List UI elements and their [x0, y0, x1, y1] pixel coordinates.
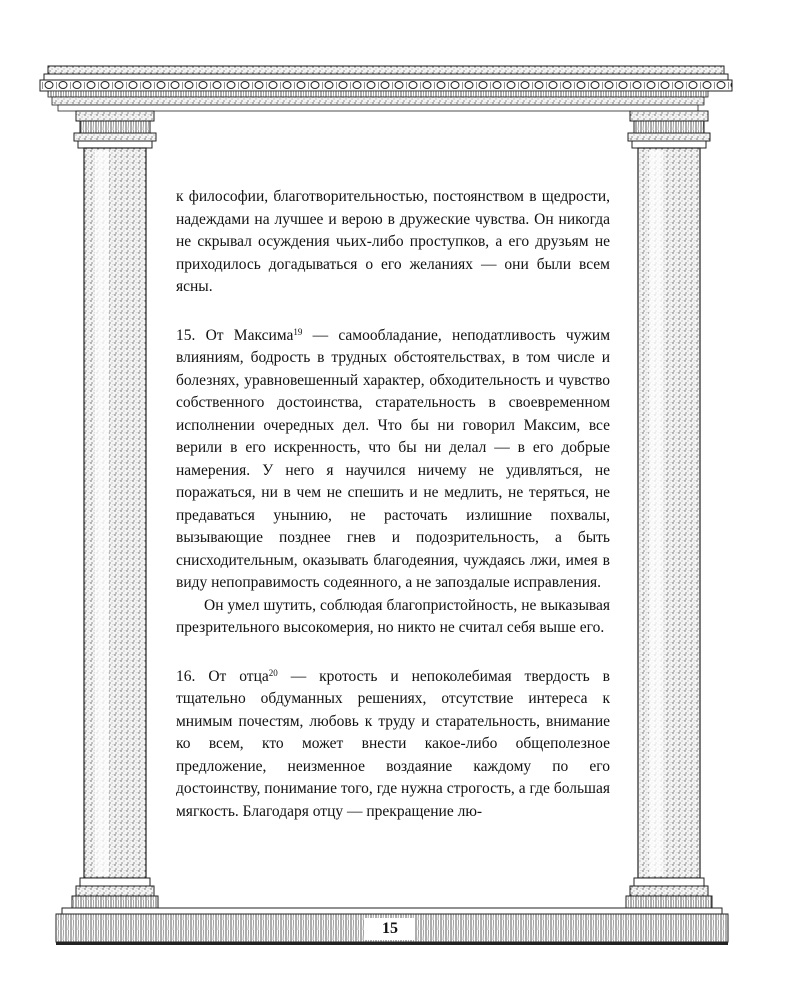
paragraph-16 — [176, 666, 610, 824]
page-body — [176, 186, 610, 823]
section-number: 15. — [176, 326, 196, 344]
section-lead: От отца — [208, 667, 269, 685]
footnote-marker: 20 — [268, 667, 278, 678]
section-lead: От Максима — [205, 326, 294, 344]
paragraph-text: — кротость и непоколебимая твердость в тщательно обдуманных решениях, отсутствие интереса к мнимым почестям, любовь к труду и старательность, внимание ко всем, кто может внести какое-либо общеполезное предложение, неизменное воздаяние каждому по его достоинству, понимание того, где нужна строгость, а где большая мягкость. Благодаря отцу — прекращение лю- — [176, 667, 610, 820]
footnote-marker: 19 — [293, 326, 303, 337]
entablature — [40, 66, 732, 111]
paragraph-15-continued — [176, 595, 610, 640]
page-number: 15 — [365, 918, 415, 940]
left-column — [72, 111, 158, 908]
paragraph-continuation — [176, 186, 610, 299]
paragraph-15 — [176, 325, 610, 595]
section-number: 16. — [176, 667, 196, 685]
paragraph-text: к философии, благотворительностью, постоянством в щедрости, надеждами на лучшее и верою в дружеские чувства. Он никогда не скрывал осуждения чьих-либо проступков, а его друзьям не приходилось догадываться о его желаниях — они были всем ясны. — [176, 188, 610, 295]
paragraph-text: — самообладание, неподатливость чужим влияниям, бодрость в трудных обстоятельствах, в том числе и болезнях, уравновешенный характер, обходительность и чувство собственного достоинства, старательность в своевременном исполнении очередных дел. Что бы ни говорил Максим, все верили в его искренность, что бы ни делал — в его добрые намерения. У него я научился ничему не удивляться, не поражаться, ни в чем не спешить и не медлить, не теряться, не предаваться унынию, не расточать излишние похвалы, вызывающие позднее гнев и подозрительность, а быть снисходительным, оказывать благодеяния, чуждаясь лжи, имея в виду непоправимость содеянного, а не запоздалые исправления. — [176, 326, 611, 591]
paragraph-text: Он умел шутить, соблюдая благопристойность, не выказывая презрительного высокомерия, но никто не считал себя выше его. — [176, 596, 610, 636]
right-column — [626, 111, 712, 908]
